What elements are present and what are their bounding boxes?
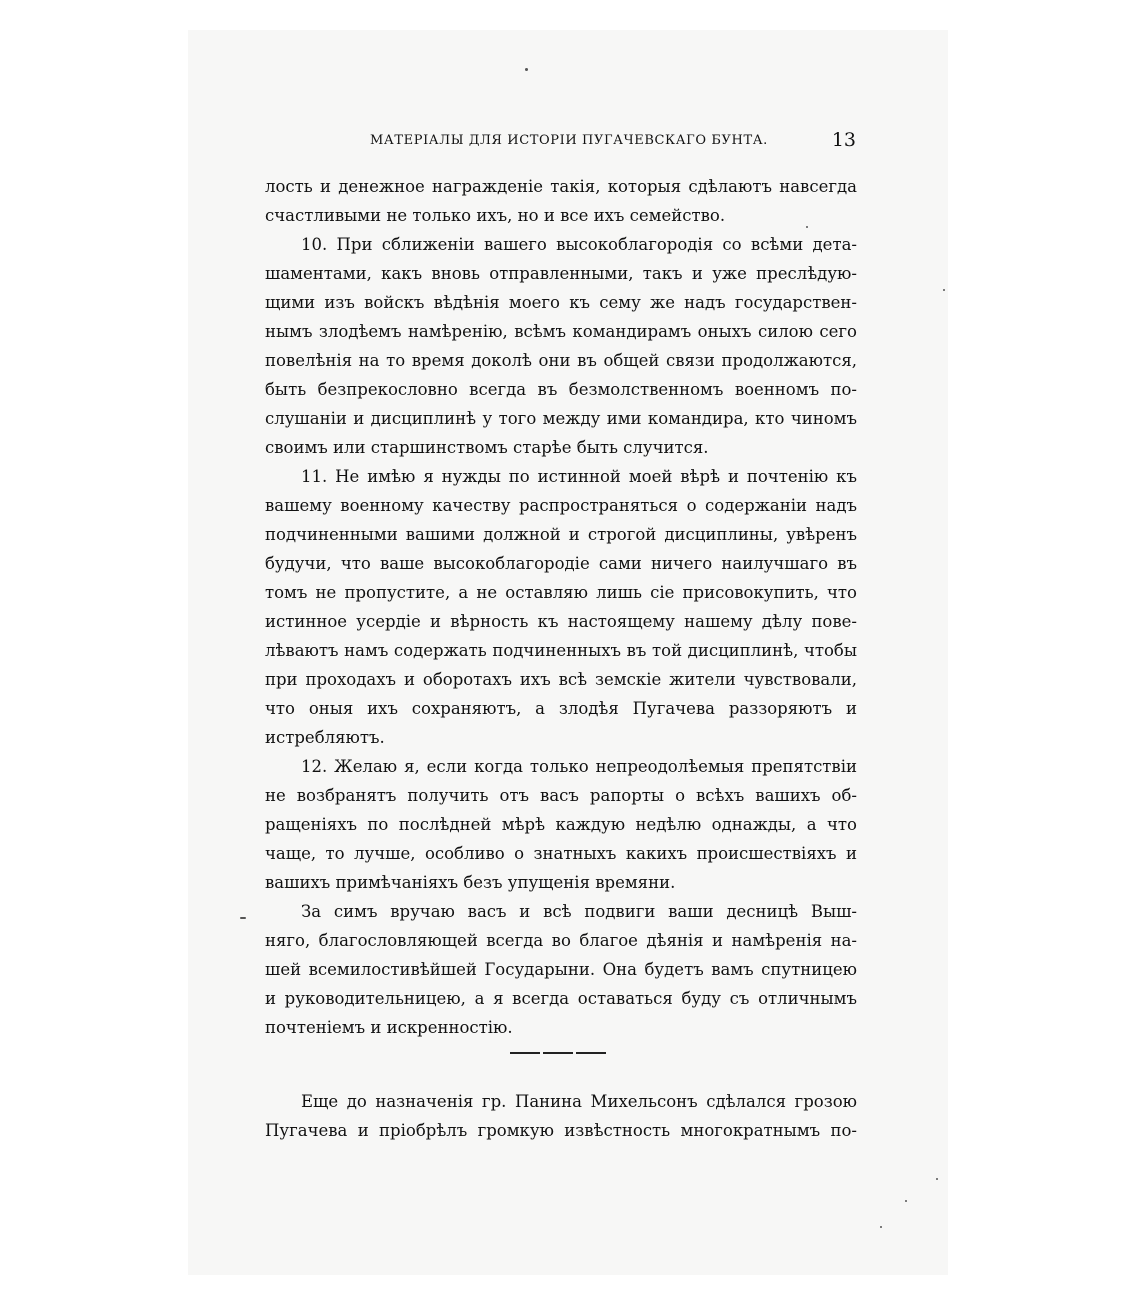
text-line: повелѣнія на то время доколѣ они въ общей связи продолжаются,	[265, 351, 857, 370]
scan-speck	[905, 1200, 907, 1202]
scan-speck	[240, 917, 246, 919]
text-line: и руководительницею, а я всегда оставаться буду съ отличнымъ	[265, 989, 857, 1008]
text-line: шей всемилостивѣйшей Государыни. Она будетъ вамъ спутницею	[265, 960, 857, 979]
text-line: 10. При сближеніи вашего высокоблагородія со всѣми дета-	[301, 235, 857, 254]
text-line: Еще до назначенія гр. Панина Михельсонъ сдѣлался грозою	[301, 1092, 857, 1111]
text-line: истинное усердіе и вѣрность къ настоящему нашему дѣлу пове-	[265, 612, 857, 631]
separator-dash	[510, 1052, 540, 1054]
text-line: подчиненными вашими должной и строгой дисциплины, увѣренъ	[265, 525, 857, 544]
scan-speck	[880, 1226, 882, 1228]
text-line: нымъ злодѣемъ намѣренію, всѣмъ командирамъ оныхъ силою сего	[265, 322, 857, 341]
running-head: МАТЕРІАЛЫ ДЛЯ ИСТОРІИ ПУГАЧЕВСКАГО БУНТА.	[370, 133, 768, 148]
text-line: будучи, что ваше высокоблагородіе сами ничего наилучшаго въ	[265, 554, 857, 573]
scan-speck	[806, 226, 808, 228]
text-line: быть безпрекословно всегда въ безмолственномъ военномъ по-	[265, 380, 857, 399]
text-line: Пугачева и пріобрѣлъ громкую извѣстность многократнымъ по-	[265, 1121, 857, 1140]
scan-speck	[525, 68, 528, 71]
text-line: истребляютъ.	[265, 728, 385, 747]
text-line: вашему военному качеству распространяться о содержаніи надъ	[265, 496, 857, 515]
text-line: почтеніемъ и искренностію.	[265, 1018, 513, 1037]
body-text	[265, 172, 857, 1042]
text-line: что оныя ихъ сохраняютъ, а злодѣя Пугачева раззоряютъ и	[265, 699, 857, 718]
page-header	[370, 129, 856, 153]
text-line: вашихъ примѣчаніяхъ безъ упущенія времяни.	[265, 873, 676, 892]
text-line: ращеніяхъ по послѣдней мѣрѣ каждую недѣлю однажды, а что	[265, 815, 857, 834]
separator-dash	[576, 1052, 606, 1054]
section-separator	[510, 1052, 606, 1054]
text-line: лѣваютъ намъ содержать подчиненныхъ въ той дисциплинѣ, чтобы	[265, 641, 857, 660]
text-line: лость и денежное награжденіе такія, которыя сдѣлаютъ навсегда	[265, 177, 857, 196]
page-number: 13	[831, 129, 856, 151]
text-line: шаментами, какъ вновь отправленными, такъ и уже преслѣдую-	[265, 264, 857, 283]
text-line: томъ не пропустите, а не оставляю лишь сіе присовокупить, что	[265, 583, 857, 602]
text-line: слушаніи и дисциплинѣ у того между ими командира, кто чиномъ	[265, 409, 857, 428]
text-line: при проходахъ и оборотахъ ихъ всѣ земскіе жители чувствовали,	[265, 670, 857, 689]
text-line: счастливыми не только ихъ, но и все ихъ семейство.	[265, 206, 726, 225]
text-line: 11. Не имѣю я нужды по истинной моей вѣрѣ и почтенію къ	[301, 467, 857, 486]
scan-speck	[943, 289, 945, 291]
text-line: чаще, то лучше, особливо о знатныхъ какихъ происшествіяхъ и	[265, 844, 857, 863]
text-line: няго, благословляющей всегда во благое дѣянія и намѣренія на-	[265, 931, 857, 950]
separator-dash	[543, 1052, 573, 1054]
text-line: щими изъ войскъ вѣдѣнія моего къ сему же надъ государствен-	[265, 293, 857, 312]
text-line: своимъ или старшинствомъ старѣе быть случится.	[265, 438, 709, 457]
closing-paragraph	[265, 1087, 857, 1145]
text-line: не возбранятъ получить отъ васъ рапорты о всѣхъ вашихъ об-	[265, 786, 857, 805]
text-line: 12. Желаю я, если когда только непреодолѣемыя препятствіи	[301, 757, 857, 776]
text-line: За симъ вручаю васъ и всѣ подвиги ваши десницѣ Выш-	[301, 902, 857, 921]
scan-speck	[936, 1178, 938, 1180]
